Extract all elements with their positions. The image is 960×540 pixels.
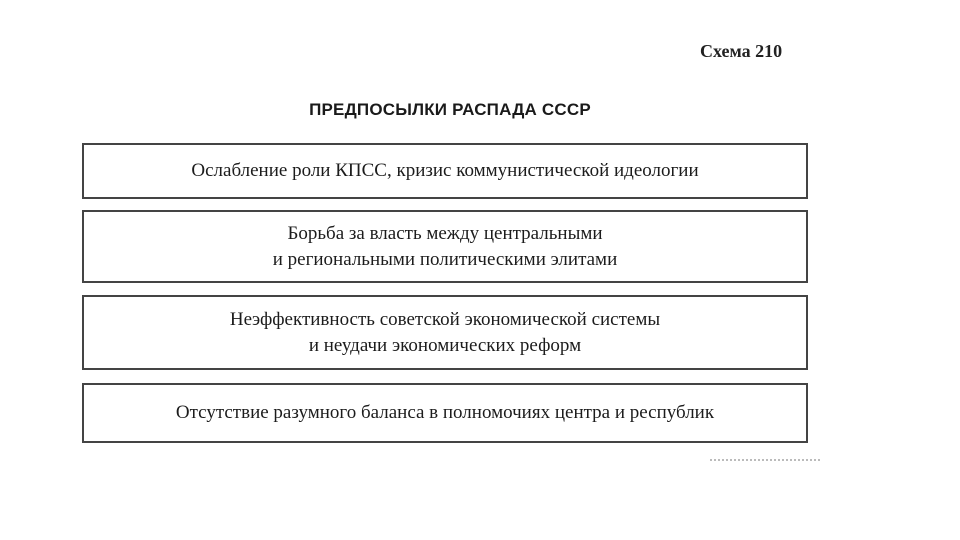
scan-artifact <box>710 459 820 464</box>
premise-box-4 <box>82 383 808 443</box>
diagram-title: ПРЕДПОСЫЛКИ РАСПАДА СССР <box>309 100 591 119</box>
premise-text-4: Отсутствие разумного баланса в полномочиях центра и республик <box>175 402 715 423</box>
premise-text-1: Ослабление роли КПСС, кризис коммунистической идеологии <box>191 160 699 181</box>
premise-box-2 <box>82 210 808 283</box>
premise-text-2: Борьба за власть между центральными и региональными политическими элитами <box>272 222 618 270</box>
scheme-label <box>700 41 830 70</box>
premise-box-1 <box>82 143 808 199</box>
scheme-label-text: Схема 210 <box>700 41 783 61</box>
premise-box-3 <box>82 295 808 370</box>
premise-text-3: Неэффективность советской экономической системы и неудачи экономических реформ <box>229 308 661 356</box>
